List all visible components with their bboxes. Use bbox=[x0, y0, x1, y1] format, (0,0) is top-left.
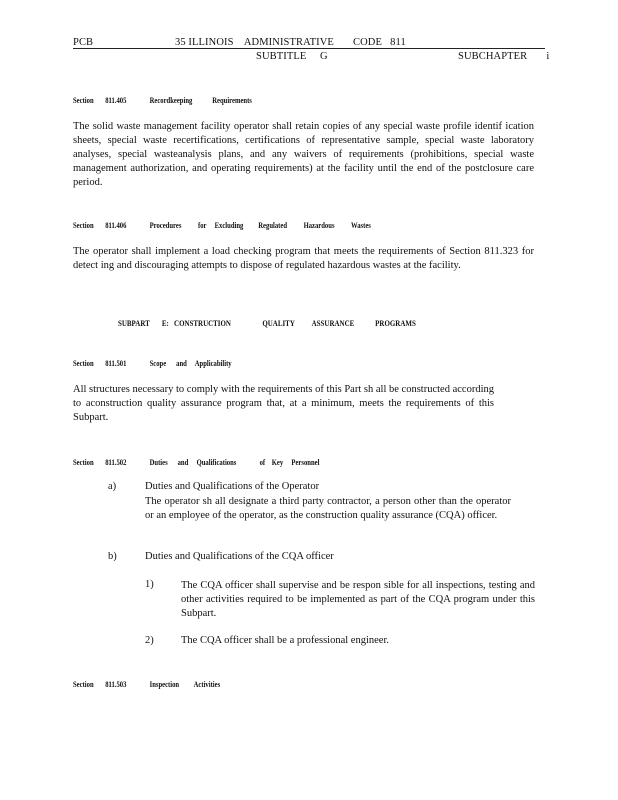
item-b2-label: 2) bbox=[145, 635, 154, 646]
header-rule bbox=[73, 48, 545, 49]
subpart-heading: SUBPART E: CONSTRUCTION QUALITY ASSURANCE PROGRAMS bbox=[118, 318, 416, 328]
section-body-811-405: The solid waste management facility operator shall retain copies of any special waste profile identif ication sheets, special waste recertifications, certifications of representative sample, special waste laboratory analyses, special wasteanalysis plans, and any waivers of requirements (prohibitions, special waste management authorization, and operating requirements) at the facility until the end of the postclosure care period. bbox=[73, 121, 534, 188]
item-b-title: Duties and Qualifications of the CQA officer bbox=[145, 551, 334, 562]
section-heading-811-405: Section 811.405 Recordkeeping Requirements bbox=[73, 95, 252, 105]
item-b1-body: The CQA officer shall supervise and be respon sible for all inspections, testing and other activities required to be implemented as part of the CQA program under this Subpart. bbox=[181, 580, 535, 619]
header-left: PCB bbox=[73, 37, 94, 48]
item-a-title: Duties and Qualifications of the Operator bbox=[145, 481, 320, 492]
item-a-label: a) bbox=[108, 481, 117, 492]
item-b-label: b) bbox=[108, 551, 117, 562]
item-b2-body: The CQA officer shall be a professional engineer. bbox=[181, 635, 389, 646]
section-body-811-501: All structures necessary to comply with the requirements of this Part sh all be constructed according to aconstruction quality assurance program that, at a minimum, meets the requirements of this Subpart. bbox=[73, 384, 494, 423]
header-subchapter: SUBCHAPTER i bbox=[458, 51, 550, 62]
header-subtitle: SUBTITLE G bbox=[256, 51, 328, 62]
header-title: 35 ILLINOIS ADMINISTRATIVE CODE 811 bbox=[175, 37, 406, 48]
section-heading-811-502: Section 811.502 Duties and Qualifications of Key Personnel bbox=[73, 457, 320, 467]
section-heading-811-503: Section 811.503 Inspection Activities bbox=[73, 679, 221, 689]
section-body-811-406: The operator shall implement a load checking program that meets the requirements of Section 811.323 for detect ing and discouraging attempts to dispose of regulated hazardous wastes at the facility. bbox=[73, 246, 534, 271]
section-heading-811-406: Section 811.406 Procedures for Excluding Regulated Hazardous Wastes bbox=[73, 220, 371, 230]
item-a-body: The operator sh all designate a third party contractor, a person other than the operator or an employee of the operator, as the construction quality assurance (CQA) officer. bbox=[145, 496, 511, 521]
item-b1-label: 1) bbox=[145, 579, 154, 590]
section-heading-811-501: Section 811.501 Scope and Applicability bbox=[73, 358, 232, 368]
